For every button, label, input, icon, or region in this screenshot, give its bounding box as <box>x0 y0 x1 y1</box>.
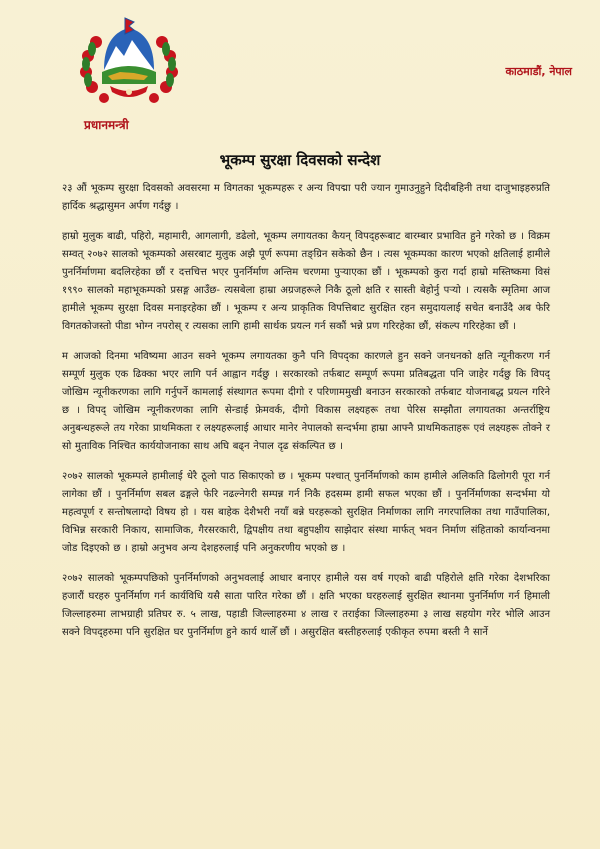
emblem-icon <box>74 12 184 112</box>
paragraph: २३ औं भूकम्प सुरक्षा दिवसको अवसरमा म विगतका भूकम्पहरू र अन्य विपद्मा परी ज्यान गुमाउनुहुने दिदीबहिनी तथा दाजुभाइहरुप्रति हार्दिक श्रद्धासुमन अर्पण गर्दछु । <box>62 183 550 212</box>
office-title: प्रधानमन्त्री <box>84 118 129 132</box>
place-label: काठमाडौं, नेपाल <box>505 65 572 78</box>
paragraph: हाम्रो मुलुक बाढी, पहिरो, महामारी, आगलागी, डढेलो, भूकम्प लगायतका कैयन् विपद्हरूबाट बारम्बार प्रभावित हुने गरेको छ । विक्रम सम्वत् २०७२ सालको भूकम्पको असरबाट मुलुक अझै पूर्ण रूपमा तङ्ग्रिन सकेको छैन । त्यस भूकम्पका कारण भएको क्षतिलाई हामीले पुनर्निर्माणमा बदलिरहेका छौं र दत्तचित्त भएर पुनर्निर्माण अन्तिम चरणमा पुर्‍याएका छौं । भूकम्पको कुरा गर्दा हाम्रो मस्तिष्कमा विसं १९९० सालको महाभूकम्पको प्रसङ्ग आउँछ- त्यसबेला हाम्रा अग्रजहरूले निकै ठूलो क्षति र सास्ती बेहोर्नु पर्‍यो । त्यसकै स्मृतिमा आज हामीले भूकम्प सुरक्षा दिवस मनाइरहेका छौं । भूकम्प र अन्य प्राकृतिक विपत्तिबाट सुरक्षित रहन समुदायलाई सचेत बनाउँदै अब फेरि विगतकोजस्तो पीडा भोग्न नपरोस् र त्यसका लागि हामी सार्थक प्रयत्न गर्न सकौं भन्ने प्रण गरिरहेका छौं, संकल्प गरिरहेका छौं । <box>62 231 550 332</box>
paragraph: म आजको दिनमा भविष्यमा आउन सक्ने भूकम्प लगायतका कुनै पनि विपद्का कारणले हुन सक्ने जनधनको क्षति न्यूनीकरण गर्न सम्पूर्ण मुलुक एक ढिक्का भएर लागि पर्न आह्वान गर्दछु । सरकारको तर्फबाट सम्पूर्ण रूपमा प्रतिबद्धता पनि जाहेर गर्दछु कि विपद् जोखिम न्यूनीकरणका लागि गर्नुपर्ने कामलाई संस्थागत रूपमा दीगो र परिणाममुखी बनाउन सरकारको तर्फबाट योजनाबद्ध प्रयत्न गरिने छ । विपद् जोखिम न्यूनीकरणका लागि सेन्डाई फ्रेमवर्क, दीगो विकास लक्ष्यहरू तथा पेरिस सम्झौता लगायतका अन्तर्राष्ट्रिय अनुबन्धहरूले तय गरेका प्राथमिकता र लक्ष्यहरूलाई आधार मानेर नेपालको सन्दर्भमा हाम्रा आफ्नै प्राथमिकताहरू एवं लक्ष्यहरू तोक्ने र सो मुताविक निश्चित कार्ययोजनाका साथ अघि बढ्न नेपाल दृढ संकल्पित छ । <box>62 351 550 452</box>
paragraph: २०७२ सालको भूकम्पपछिको पुनर्निर्माणको अनुभवलाई आधार बनाएर हामीले यस वर्ष गएको बाढी पहिरोले क्षति गरेका देशभरिका हजारौं घरहरु पुनर्निर्माण गर्न कार्यविधि यसै साता पारित गरेका छौं । क्षति भएका घरहरुलाई सुरक्षित स्थानमा पुनर्निर्माण गर्न हिमाली जिल्लाहरुमा लाभग्राही प्रतिघर रु. ५ लाख, पहाडी जिल्लाहरुमा ४ लाख र तराईका जिल्लाहरुमा ३ लाख सहयोग गरेर भोलि आउन सक्ने विपद्हरुमा पनि सुरक्षित घर पुनर्निर्माण हुने कार्य थालेँ छौं । असुरक्षित बस्तीहरुलाई एकीकृत रुपमा बस्ती नै सार्ने <box>62 573 550 638</box>
page-title: भूकम्प सुरक्षा दिवसको सन्देश <box>219 151 381 169</box>
paragraph: २०७२ सालको भूकम्पले हामीलाई धेरै ठूलो पाठ सिकाएको छ । भूकम्प पश्चात् पुनर्निर्माणको काम हामीले अलिकति ढिलोगरी पूरा गर्न लागेका छौं । पुनर्निर्माण सबल ढङ्गले फेरि नढल्नेगरी सम्पन्न गर्न निकै हदसम्म हामी सफल भएका छौं । पुनर्निर्माणका सन्दर्भमा यो महत्वपूर्ण र सन्तोषलाग्दो विषय हो । यस बाहेक देशैभरी नयाँ बन्ने घरहरूको सुरक्षित निर्माणका लागि नगरपालिका तथा गाउँपालिका, विभिन्न सरकारी निकाय, सामाजिक, गैरसरकारी, द्विपक्षीय तथा बहुपक्षीय साझेदार संस्था मार्फत् भवन निर्माण संहिताको कार्यान्वनमा जोड दिइएको छ । हाम्रो अनुभव अन्य देशहरुलाई पनि अनुकरणीय भएको छ । <box>62 471 550 554</box>
message-body <box>62 180 550 654</box>
nepal-government-emblem <box>74 12 184 112</box>
